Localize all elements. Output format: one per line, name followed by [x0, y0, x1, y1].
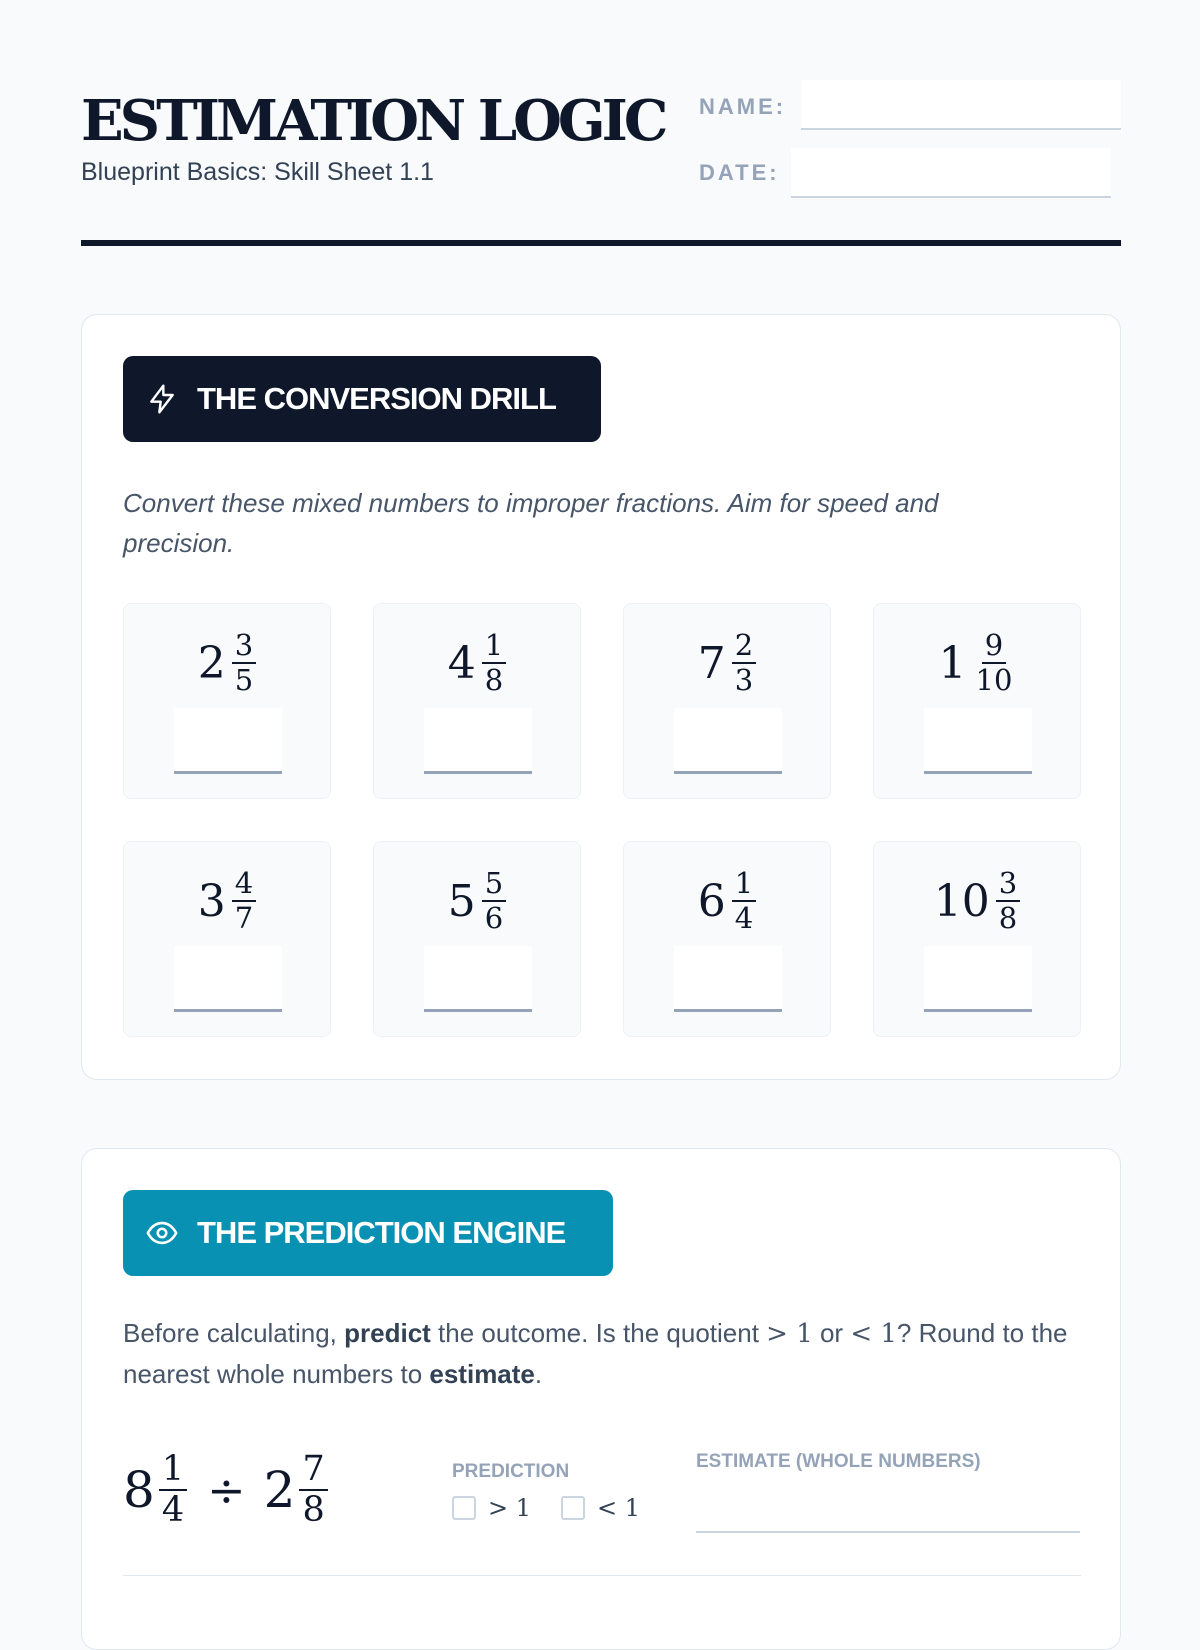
- option-less-than-one[interactable]: [561, 1494, 640, 1522]
- answer-input[interactable]: [174, 708, 282, 774]
- numerator: 3: [232, 630, 256, 664]
- drill-problem-tile: [623, 841, 831, 1037]
- fraction: [973, 630, 1016, 696]
- instruction-emphasis: estimate: [429, 1359, 535, 1389]
- drill-problem-tile: [123, 841, 331, 1037]
- date-label: DATE:: [699, 160, 780, 185]
- instruction-text: ? Round to the nearest whole numbers to: [123, 1318, 1068, 1389]
- fraction: [159, 1451, 187, 1529]
- eye-icon: [145, 1216, 179, 1250]
- answer-input[interactable]: [674, 708, 782, 774]
- option-greater-than-one[interactable]: [452, 1494, 531, 1522]
- answer-input[interactable]: [924, 708, 1032, 774]
- page-subtitle: Blueprint Basics: Skill Sheet 1.1: [81, 158, 434, 186]
- fraction: [232, 630, 256, 696]
- denominator: 8: [484, 663, 504, 697]
- option-label: < 1: [597, 1494, 641, 1522]
- numerator: 2: [732, 630, 756, 664]
- instruction-text: the outcome. Is the quotient: [430, 1318, 767, 1348]
- prediction-engine-card: [81, 1148, 1121, 1650]
- instruction-text: Before calculating,: [123, 1318, 345, 1348]
- denominator: 4: [161, 1490, 185, 1530]
- fraction: [482, 630, 506, 696]
- drill-problem-tile: [123, 603, 331, 799]
- mixed-number: [374, 630, 580, 696]
- drill-problem-tile: [373, 603, 581, 799]
- checkbox[interactable]: [561, 1496, 585, 1520]
- denominator: 8: [998, 901, 1018, 935]
- worksheet-page: [81, 0, 1121, 1530]
- checkbox[interactable]: [452, 1496, 476, 1520]
- answer-input[interactable]: [174, 946, 282, 1012]
- numerator: 9: [982, 630, 1006, 664]
- mixed-number: [874, 868, 1080, 934]
- prediction-label: PREDICTION: [452, 1461, 570, 1482]
- estimate-label: ESTIMATE (WHOLE NUMBERS): [696, 1451, 981, 1472]
- numerator: 7: [299, 1451, 327, 1491]
- numerator: 1: [159, 1451, 187, 1491]
- drill-problem-tile: [623, 603, 831, 799]
- denominator: 7: [234, 901, 254, 935]
- denominator: 5: [234, 663, 254, 697]
- prediction-engine-title: THE PREDICTION ENGINE: [197, 1215, 566, 1250]
- greater-than-one: > 1: [766, 1319, 813, 1349]
- division-problem: [123, 1451, 328, 1529]
- numerator: 1: [732, 868, 756, 902]
- drill-problem-tile: [873, 841, 1081, 1037]
- whole-part: 2: [263, 1461, 296, 1519]
- mixed-number: [624, 868, 830, 934]
- instruction-emphasis: predict: [344, 1318, 431, 1348]
- answer-input[interactable]: [924, 946, 1032, 1012]
- header-divider: [81, 240, 1121, 246]
- page-title: ESTIMATION LOGIC: [81, 88, 665, 154]
- denominator: 10: [975, 663, 1013, 697]
- drill-problem-tile: [373, 841, 581, 1037]
- whole-part: 3: [197, 875, 226, 927]
- less-than-one: < 1: [850, 1319, 897, 1349]
- mixed-number: [624, 630, 830, 696]
- conversion-drill-title: THE CONVERSION DRILL: [197, 381, 556, 416]
- instruction-text: .: [534, 1359, 543, 1389]
- division-operator: ÷: [207, 1463, 246, 1517]
- fraction: [732, 630, 756, 696]
- prediction-engine-badge: [123, 1190, 613, 1276]
- estimate-input[interactable]: [696, 1493, 1080, 1533]
- option-label: > 1: [488, 1494, 532, 1522]
- drill-problem-tile: [873, 603, 1081, 799]
- row-divider: [123, 1575, 1081, 1576]
- answer-input[interactable]: [674, 946, 782, 1012]
- numerator: 1: [482, 630, 506, 664]
- numerator: 3: [996, 868, 1020, 902]
- fraction: [732, 868, 756, 934]
- whole-part: 2: [197, 637, 226, 689]
- instruction-text: or: [812, 1318, 851, 1348]
- fraction: [482, 868, 506, 934]
- answer-input[interactable]: [424, 946, 532, 1012]
- whole-part: 10: [933, 875, 990, 927]
- mixed-number: [124, 630, 330, 696]
- prediction-options: [452, 1494, 670, 1522]
- denominator: 8: [302, 1490, 325, 1530]
- numerator: 4: [232, 868, 256, 902]
- drill-problem-grid: [123, 603, 1081, 1037]
- whole-part: 8: [123, 1461, 155, 1519]
- prediction-instructions: [123, 1313, 1083, 1394]
- numerator: 5: [482, 868, 506, 902]
- whole-part: 1: [938, 637, 967, 689]
- lightning-icon: [145, 382, 179, 416]
- answer-input[interactable]: [424, 708, 532, 774]
- fraction: [996, 868, 1020, 934]
- drill-instructions: Convert these mixed numbers to improper fractions. Aim for speed and precision.: [123, 488, 939, 558]
- denominator: 4: [734, 901, 754, 935]
- fraction: [299, 1451, 327, 1529]
- name-label: NAME:: [699, 94, 787, 119]
- mixed-number: [124, 868, 330, 934]
- mixed-number: [374, 868, 580, 934]
- name-field[interactable]: [801, 80, 1121, 130]
- conversion-drill-card: [81, 314, 1121, 1080]
- whole-part: 7: [697, 637, 726, 689]
- whole-part: 4: [447, 637, 476, 689]
- conversion-drill-badge: [123, 356, 601, 442]
- whole-part: 6: [697, 875, 726, 927]
- mixed-number: [874, 630, 1080, 696]
- date-field[interactable]: [791, 148, 1111, 198]
- fraction: [232, 868, 256, 934]
- denominator: 6: [484, 901, 504, 935]
- whole-part: 5: [447, 875, 476, 927]
- denominator: 3: [734, 663, 754, 697]
- worksheet-header: [81, 0, 1121, 250]
